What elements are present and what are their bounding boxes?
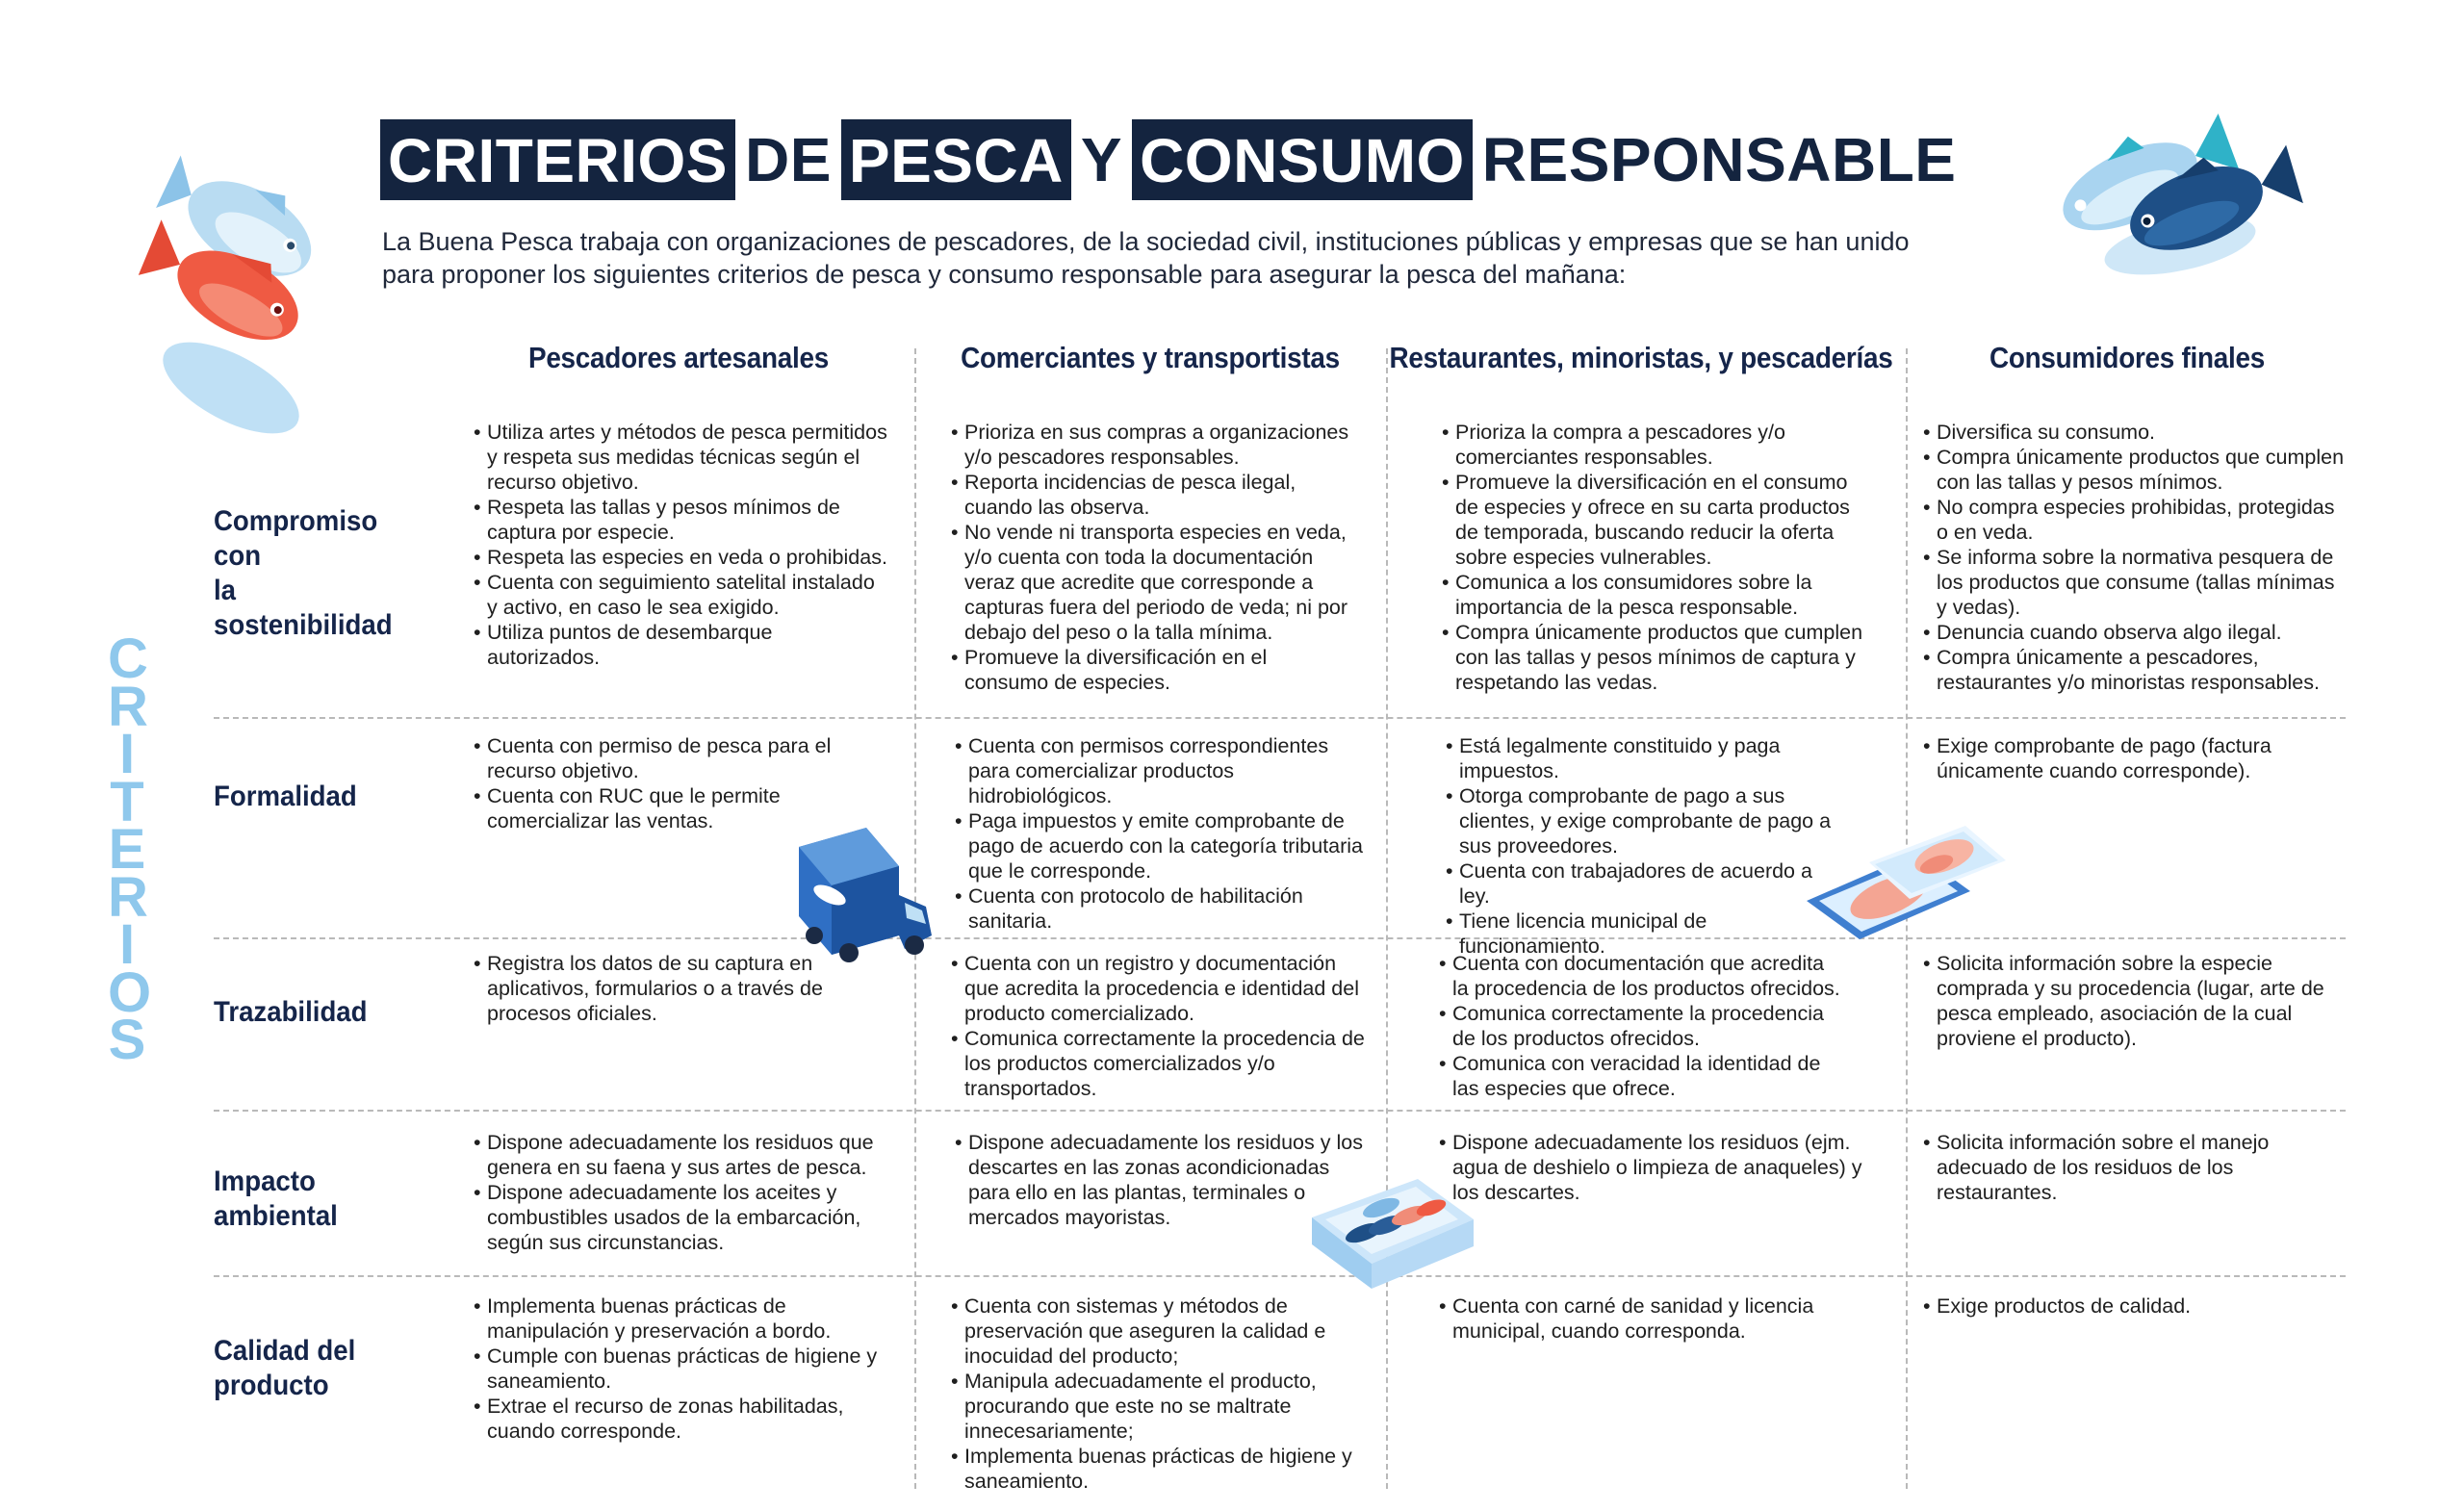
row-label-line: Calidad del xyxy=(214,1335,356,1367)
row-divider xyxy=(214,937,2346,939)
row-label-trazabilidad xyxy=(214,995,418,1030)
list-item: • Comunica con veracidad la identidad de las especies que ofrece. xyxy=(1439,1051,1843,1101)
list-item: • Cuenta con sistemas y métodos de preservación que aseguren la calidad e inocuidad del producto; xyxy=(951,1293,1365,1369)
list-item: • No vende ni transporta especies en veda, y/o cuenta con toda la documentación veraz que acredite que corresponde a capturas fuera del periodo de veda; ni por debajo del peso o la talla mínima. xyxy=(951,520,1355,645)
title-word-y: Y xyxy=(1080,125,1123,194)
list-item: • Utiliza artes y métodos de pesca permitidos y respeta sus medidas técnicas según el recurso objetivo. xyxy=(474,420,887,495)
list-item: • Manipula adecuadamente el producto, procurando que este no se maltrate innecesariamente; xyxy=(951,1369,1365,1444)
title-word-consumo: CONSUMO xyxy=(1132,119,1473,200)
title-word-de: DE xyxy=(744,125,832,194)
list-item: • Respeta las especies en veda o prohibidas. xyxy=(474,545,887,570)
side-label-criterios xyxy=(108,627,152,1071)
list-item: • Comunica a los consumidores sobre la importancia de la pesca responsable. xyxy=(1442,570,1865,620)
cell-impacto-consumidores xyxy=(1923,1130,2308,1205)
list-item: • Implementa buenas prácticas de manipulación y preservación a bordo. xyxy=(474,1293,887,1344)
cell-impacto-restaurantes xyxy=(1439,1130,1862,1205)
row-divider xyxy=(214,1275,2346,1277)
list-item: • Prioriza en sus compras a organizaciones y/o pescadores responsables. xyxy=(951,420,1355,470)
column-header-consumidores: Consumidores finales xyxy=(1989,341,2266,374)
list-item: • Comunica correctamente la procedencia de los productos ofrecidos. xyxy=(1439,1001,1843,1051)
row-label-line: la sostenibilidad xyxy=(214,575,393,641)
cell-trazabilidad-consumidores xyxy=(1923,951,2347,1051)
page-title xyxy=(380,120,1962,199)
list-item: • Reporta incidencias de pesca ilegal, cuando las observa. xyxy=(951,470,1355,520)
list-item: • Promueve la diversificación en el consumo de especies. xyxy=(951,645,1355,695)
column-divider xyxy=(1386,348,1388,1489)
cell-calidad-pescadores xyxy=(474,1293,887,1444)
fish-group-right-icon xyxy=(2031,87,2310,289)
cell-compromiso-comerciantes xyxy=(951,420,1355,695)
side-label-text: CRITERIOS xyxy=(108,627,152,1071)
cell-calidad-comerciantes xyxy=(951,1293,1365,1494)
list-item: • Compra únicamente productos que cumplen con las tallas y pesos mínimos de captura y respetando las vedas. xyxy=(1442,620,1865,695)
list-item: • Denuncia cuando observa algo ilegal. xyxy=(1923,620,2347,645)
list-item: • Utiliza puntos de desembarque autorizados. xyxy=(474,620,887,670)
cell-compromiso-restaurantes xyxy=(1442,420,1865,695)
list-item: • Solicita información sobre el manejo adecuado de los residuos de los restaurantes. xyxy=(1923,1130,2308,1205)
list-item: • Cuenta con permiso de pesca para el recurso objetivo. xyxy=(474,733,859,783)
list-item: • Prioriza la compra a pescadores y/o comerciantes responsables. xyxy=(1442,420,1865,470)
row-label-line: Formalidad xyxy=(214,781,357,812)
row-divider xyxy=(214,717,2346,719)
fish-fillet-package-icon xyxy=(1802,826,2009,939)
list-item: • Tiene licencia municipal de funcionamiento. xyxy=(1446,909,1840,959)
list-item: • Cuenta con un registro y documentación que acredita la procedencia e identidad del producto comercializado. xyxy=(951,951,1365,1026)
cell-formalidad-comerciantes xyxy=(955,733,1369,934)
list-item: • Otorga comprobante de pago a sus clientes, y exige comprobante de pago a sus proveedores. xyxy=(1446,783,1840,858)
intro-text: La Buena Pesca trabaja con organizaciones de pescadores, de la sociedad civil, instituciones públicas y empresas que se han unido para proponer los siguientes criterios de pesca y consumo responsable para asegurar la pesca del mañana: xyxy=(382,227,1910,289)
list-item: • Cuenta con trabajadores de acuerdo a ley. xyxy=(1446,858,1840,909)
list-item: • Se informa sobre la normativa pesquera de los productos que consume (tallas mínimas y vedas). xyxy=(1923,545,2347,620)
column-header-restaurantes: Restaurantes, minoristas, y pescaderías xyxy=(1389,341,1893,374)
list-item: • Paga impuestos y emite comprobante de pago de acuerdo con la categoría tributaria que le corresponde. xyxy=(955,808,1369,884)
title-word-responsable: RESPONSABLE xyxy=(1481,125,1957,194)
list-item: • Promueve la diversificación en el consumo de especies y ofrece en su carta productos de temporada, buscando reducir la oferta sobre especies vulnerables. xyxy=(1442,470,1865,570)
title-word-criterios: CRITERIOS xyxy=(380,119,735,200)
list-item: • Exige productos de calidad. xyxy=(1923,1293,2308,1319)
cell-compromiso-pescadores xyxy=(474,420,887,670)
list-item: • Cuenta con carné de sanidad y licencia municipal, cuando corresponda. xyxy=(1439,1293,1843,1344)
list-item: • Extrae el recurso de zonas habilitadas, cuando corresponde. xyxy=(474,1394,887,1444)
list-item: • Cuenta con RUC que le permite comercializar las ventas. xyxy=(474,783,859,833)
list-item: • Registra los datos de su captura en aplicativos, formularios o a través de procesos oficiales. xyxy=(474,951,859,1026)
row-label-formalidad xyxy=(214,780,418,814)
cell-formalidad-consumidores xyxy=(1923,733,2327,783)
list-item: • Cuenta con permisos correspondientes para comercializar productos hidrobiológicos. xyxy=(955,733,1369,808)
cell-formalidad-pescadores xyxy=(474,733,859,833)
list-item: • Cuenta con documentación que acredita la procedencia de los productos ofrecidos. xyxy=(1439,951,1843,1001)
list-item: • Cuenta con seguimiento satelital instalado y activo, en caso le sea exigido. xyxy=(474,570,887,620)
row-label-line: Trazabilidad xyxy=(214,996,368,1028)
row-label-compromiso xyxy=(214,504,418,643)
cell-formalidad-restaurantes xyxy=(1446,733,1840,959)
cell-trazabilidad-restaurantes xyxy=(1439,951,1843,1101)
cell-calidad-consumidores xyxy=(1923,1293,2308,1319)
list-item: • Cuenta con protocolo de habilitación sanitaria. xyxy=(955,884,1369,934)
row-label-impacto xyxy=(214,1165,418,1234)
list-item: • Cumple con buenas prácticas de higiene y saneamiento. xyxy=(474,1344,887,1394)
list-item: • Respeta las tallas y pesos mínimos de captura por especie. xyxy=(474,495,887,545)
list-item: • Dispone adecuadamente los residuos que genera en su faena y sus artes de pesca. xyxy=(474,1130,887,1180)
cell-compromiso-consumidores xyxy=(1923,420,2347,695)
list-item: • Compra únicamente productos que cumplen con las tallas y pesos mínimos. xyxy=(1923,445,2347,495)
row-label-line: producto xyxy=(214,1370,329,1401)
row-label-line: ambiental xyxy=(214,1200,338,1232)
list-item: • Dispone adecuadamente los residuos y los descartes en las zonas acondicionadas para ello en las plantas, terminales o mercados mayoristas. xyxy=(955,1130,1369,1230)
column-header-comerciantes: Comerciantes y transportistas xyxy=(961,341,1340,374)
column-header-pescadores: Pescadores artesanales xyxy=(527,341,830,374)
list-item: • Dispone adecuadamente los aceites y combustibles usados de la embarcación, según sus circunstancias. xyxy=(474,1180,887,1255)
row-label-calidad xyxy=(214,1334,418,1403)
title-word-pesca: PESCA xyxy=(841,119,1071,200)
cell-impacto-pescadores xyxy=(474,1130,887,1255)
row-label-line: Compromiso con xyxy=(214,505,378,572)
list-item: • Compra únicamente a pescadores, restaurantes y/o minoristas responsables. xyxy=(1923,645,2347,695)
list-item: • Está legalmente constituido y paga impuestos. xyxy=(1446,733,1840,783)
cell-trazabilidad-comerciantes xyxy=(951,951,1365,1101)
list-item: • Comunica correctamente la procedencia de los productos comercializados y/o transportados. xyxy=(951,1026,1365,1101)
list-item: • Implementa buenas prácticas de higiene y saneamiento. xyxy=(951,1444,1365,1494)
list-item: • Solicita información sobre la especie comprada y su procedencia (lugar, arte de pesca empleado, asociación de la cual proviene el producto). xyxy=(1923,951,2347,1051)
list-item: • No compra especies prohibidas, protegidas o en veda. xyxy=(1923,495,2347,545)
list-item: • Dispone adecuadamente los residuos (ejm. agua de deshielo o limpieza de anaqueles) y los descartes. xyxy=(1439,1130,1862,1205)
list-item: • Diversifica su consumo. xyxy=(1923,420,2347,445)
list-item: • Exige comprobante de pago (factura únicamente cuando corresponde). xyxy=(1923,733,2327,783)
cell-calidad-restaurantes xyxy=(1439,1293,1843,1344)
row-divider xyxy=(214,1110,2346,1112)
fish-group-left-icon xyxy=(120,120,351,438)
row-label-line: Impacto xyxy=(214,1165,316,1197)
delivery-truck-icon xyxy=(791,828,936,967)
fish-tray-icon xyxy=(1304,1169,1477,1290)
